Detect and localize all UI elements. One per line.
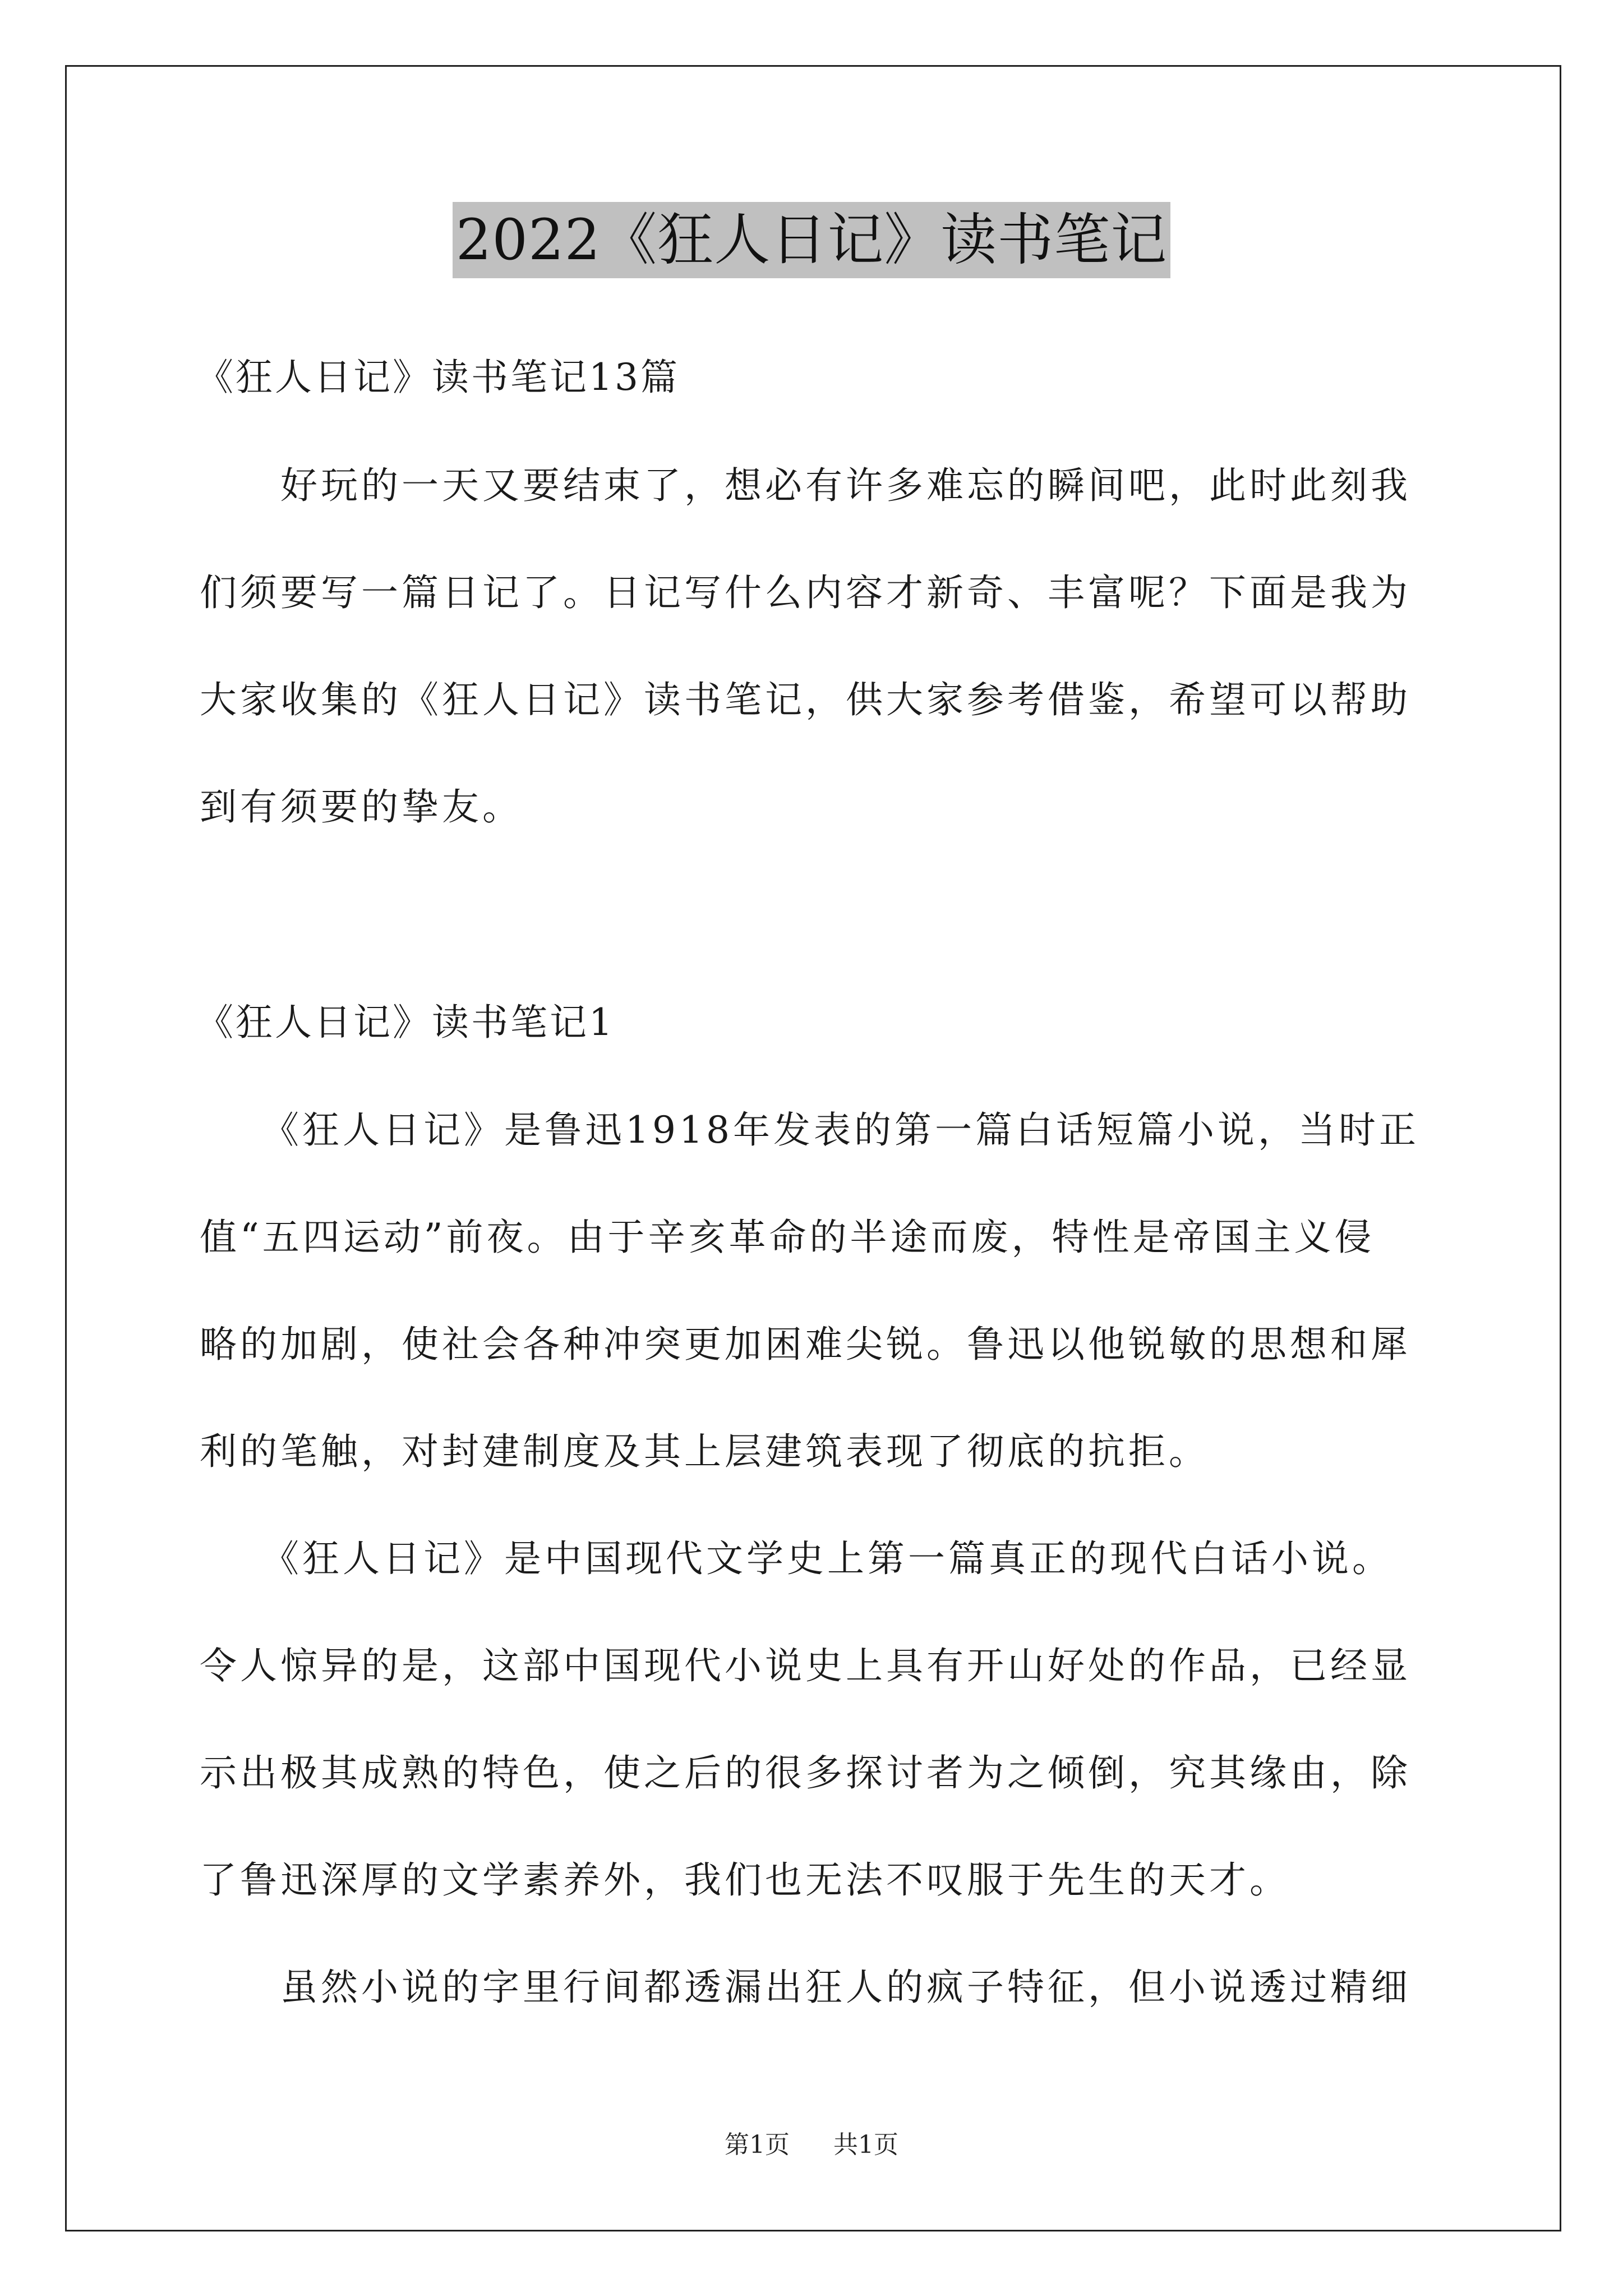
paragraph-line: 《狂人日记》是中国现代文学史上第一篇真正的现代白话小说。 <box>200 1537 1393 1580</box>
paragraph-line: 略的加剧，使社会各种冲突更加困难尖锐。鲁迅以他锐敏的思想和犀 <box>200 1323 1411 1366</box>
paragraph-line: 利的笔触，对封建制度及其上层建筑表现了彻底的抗拒。 <box>200 1430 1209 1473</box>
document-subtitle: 《狂人日记》读书笔记13篇 <box>196 356 680 399</box>
paragraph-line: 令人惊异的是，这部中国现代小说史上具有开山好处的作品，已经显 <box>200 1644 1411 1687</box>
paragraph-line: 虽然小说的字里行间都透漏出狂人的疯子特征，但小说透过精细 <box>200 1966 1411 2009</box>
page-number-current: 第1页 <box>725 2131 790 2159</box>
intro-line: 大家收集的《狂人日记》读书笔记，供大家参考借鉴，希望可以帮助 <box>200 678 1411 721</box>
paragraph-line: 《狂人日记》是鲁迅1918年发表的第一篇白话短篇小说，当时正 <box>200 1108 1419 1152</box>
paragraph-line: 了鲁迅深厚的文学素养外，我们也无法不叹服于先生的天才。 <box>200 1858 1290 1902</box>
paragraph-line: 示出极其成熟的特色，使之后的很多探讨者为之倾倒，究其缘由，除 <box>200 1751 1411 1795</box>
intro-line: 们须要写一篇日记了。日记写什么内容才新奇、丰富呢？下面是我为 <box>200 571 1411 614</box>
section-heading: 《狂人日记》读书笔记1 <box>196 1001 615 1044</box>
intro-line: 到有须要的挚友。 <box>200 785 523 829</box>
page-number-total: 共1页 <box>833 2131 898 2159</box>
paragraph-line: 值“五四运动”前夜。由于辛亥革命的半途而废，特性是帝国主义侵 <box>200 1216 1375 1259</box>
title-container <box>0 202 1623 278</box>
document-title: 2022《狂人日记》读书笔记 <box>453 202 1171 278</box>
page-footer <box>0 2129 1623 2161</box>
intro-line: 好玩的一天又要结束了，想必有许多难忘的瞬间吧，此时此刻我 <box>200 464 1411 507</box>
